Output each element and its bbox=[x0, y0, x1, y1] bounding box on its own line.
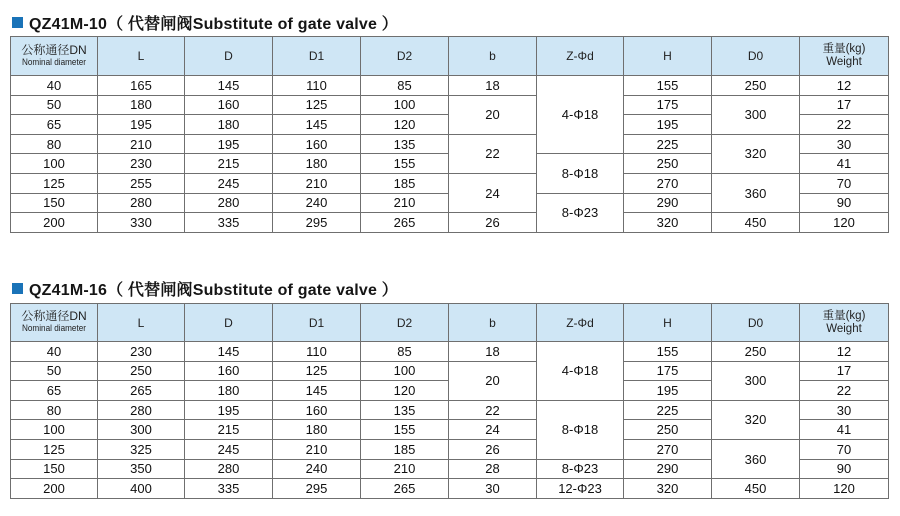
header-d0: D0 bbox=[712, 37, 800, 76]
cell-d1: 295 bbox=[273, 479, 361, 499]
header-row bbox=[11, 304, 889, 342]
cell-weight: 70 bbox=[800, 173, 889, 193]
cell-dn: 200 bbox=[11, 213, 98, 233]
cell-z: 4-Φ18 bbox=[537, 342, 624, 401]
cell-d1: 145 bbox=[273, 115, 361, 135]
cell-weight: 41 bbox=[800, 420, 889, 440]
cell-d0: 250 bbox=[712, 342, 800, 362]
cell-h: 155 bbox=[624, 76, 712, 96]
cell-dn: 200 bbox=[11, 479, 98, 499]
cell-h: 155 bbox=[624, 342, 712, 362]
cell-d1: 240 bbox=[273, 193, 361, 213]
cell-l: 255 bbox=[98, 173, 185, 193]
cell-d1: 210 bbox=[273, 173, 361, 193]
cell-h: 320 bbox=[624, 213, 712, 233]
header-z: Z-Φd bbox=[537, 304, 624, 342]
cell-d: 335 bbox=[185, 213, 273, 233]
cell-d: 195 bbox=[185, 134, 273, 154]
cell-d: 160 bbox=[185, 95, 273, 115]
cell-h: 290 bbox=[624, 459, 712, 479]
cell-b: 28 bbox=[449, 459, 537, 479]
cell-d: 160 bbox=[185, 361, 273, 381]
cell-d2: 100 bbox=[361, 95, 449, 115]
cell-h: 175 bbox=[624, 95, 712, 115]
cell-l: 165 bbox=[98, 76, 185, 96]
cell-dn: 150 bbox=[11, 459, 98, 479]
cell-d1: 240 bbox=[273, 459, 361, 479]
cell-d: 145 bbox=[185, 76, 273, 96]
cell-b: 20 bbox=[449, 361, 537, 400]
cell-d0: 450 bbox=[712, 479, 800, 499]
cell-d: 215 bbox=[185, 420, 273, 440]
cell-d2: 120 bbox=[361, 381, 449, 401]
header-weight: 重量(kg) Weight bbox=[800, 37, 889, 76]
cell-d: 215 bbox=[185, 154, 273, 174]
cell-d1: 160 bbox=[273, 134, 361, 154]
cell-d: 195 bbox=[185, 400, 273, 420]
cell-d2: 265 bbox=[361, 479, 449, 499]
cell-d1: 110 bbox=[273, 76, 361, 96]
cell-d0: 360 bbox=[712, 173, 800, 212]
spec-table bbox=[10, 303, 889, 499]
cell-weight: 12 bbox=[800, 342, 889, 362]
cell-weight: 22 bbox=[800, 115, 889, 135]
table-row bbox=[11, 400, 889, 420]
cell-d: 180 bbox=[185, 381, 273, 401]
cell-dn: 125 bbox=[11, 439, 98, 459]
header-weight: 重量(kg) Weight bbox=[800, 304, 889, 342]
cell-weight: 30 bbox=[800, 400, 889, 420]
cell-weight: 41 bbox=[800, 154, 889, 174]
cell-d2: 185 bbox=[361, 439, 449, 459]
cell-d0: 360 bbox=[712, 439, 800, 478]
section-title bbox=[12, 278, 398, 298]
cell-b: 24 bbox=[449, 420, 537, 440]
cell-b: 26 bbox=[449, 439, 537, 459]
header-l: L bbox=[98, 304, 185, 342]
cell-weight: 17 bbox=[800, 361, 889, 381]
cell-z: 8-Φ18 bbox=[537, 400, 624, 459]
header-d1: D1 bbox=[273, 304, 361, 342]
cell-d2: 210 bbox=[361, 193, 449, 213]
cell-l: 400 bbox=[98, 479, 185, 499]
cell-dn: 100 bbox=[11, 154, 98, 174]
header-d: D bbox=[185, 37, 273, 76]
spec-table bbox=[10, 36, 889, 233]
cell-d2: 135 bbox=[361, 134, 449, 154]
cell-weight: 120 bbox=[800, 213, 889, 233]
cell-b: 22 bbox=[449, 134, 537, 173]
cell-d1: 110 bbox=[273, 342, 361, 362]
cell-z: 8-Φ23 bbox=[537, 459, 624, 479]
cell-d2: 155 bbox=[361, 420, 449, 440]
cell-d2: 135 bbox=[361, 400, 449, 420]
cell-dn: 100 bbox=[11, 420, 98, 440]
cell-weight: 90 bbox=[800, 459, 889, 479]
title-marker-icon bbox=[12, 17, 23, 28]
table-row bbox=[11, 134, 889, 154]
header-l: L bbox=[98, 37, 185, 76]
cell-z: 12-Φ23 bbox=[537, 479, 624, 499]
cell-weight: 120 bbox=[800, 479, 889, 499]
section-title bbox=[12, 12, 398, 32]
title-text: QZ41M-10（ 代替闸阀Substitute of gate valve ） bbox=[29, 15, 398, 33]
cell-l: 300 bbox=[98, 420, 185, 440]
cell-d1: 160 bbox=[273, 400, 361, 420]
cell-h: 175 bbox=[624, 361, 712, 381]
cell-d: 245 bbox=[185, 173, 273, 193]
cell-d0: 320 bbox=[712, 134, 800, 173]
cell-z: 8-Φ23 bbox=[537, 193, 624, 232]
cell-h: 225 bbox=[624, 134, 712, 154]
cell-d2: 100 bbox=[361, 361, 449, 381]
header-d2: D2 bbox=[361, 37, 449, 76]
table-row bbox=[11, 342, 889, 362]
cell-dn: 125 bbox=[11, 173, 98, 193]
cell-d: 145 bbox=[185, 342, 273, 362]
table-row bbox=[11, 76, 889, 96]
cell-dn: 150 bbox=[11, 193, 98, 213]
header-h: H bbox=[624, 37, 712, 76]
cell-weight: 12 bbox=[800, 76, 889, 96]
cell-d2: 85 bbox=[361, 76, 449, 96]
cell-dn: 65 bbox=[11, 115, 98, 135]
cell-dn: 65 bbox=[11, 381, 98, 401]
cell-d: 280 bbox=[185, 459, 273, 479]
cell-h: 250 bbox=[624, 420, 712, 440]
cell-d1: 125 bbox=[273, 361, 361, 381]
cell-h: 250 bbox=[624, 154, 712, 174]
title-text: QZ41M-16（ 代替闸阀Substitute of gate valve ） bbox=[29, 281, 398, 299]
cell-d: 335 bbox=[185, 479, 273, 499]
cell-dn: 80 bbox=[11, 134, 98, 154]
cell-weight: 17 bbox=[800, 95, 889, 115]
cell-d2: 185 bbox=[361, 173, 449, 193]
cell-l: 195 bbox=[98, 115, 185, 135]
cell-l: 230 bbox=[98, 342, 185, 362]
cell-d2: 155 bbox=[361, 154, 449, 174]
cell-h: 320 bbox=[624, 479, 712, 499]
cell-d0: 300 bbox=[712, 95, 800, 134]
cell-weight: 70 bbox=[800, 439, 889, 459]
header-d1: D1 bbox=[273, 37, 361, 76]
cell-d2: 85 bbox=[361, 342, 449, 362]
table-row bbox=[11, 95, 889, 115]
cell-b: 24 bbox=[449, 173, 537, 212]
cell-d0: 250 bbox=[712, 76, 800, 96]
title-marker-icon bbox=[12, 283, 23, 294]
header-b: b bbox=[449, 304, 537, 342]
cell-b: 18 bbox=[449, 342, 537, 362]
cell-d: 180 bbox=[185, 115, 273, 135]
cell-d1: 145 bbox=[273, 381, 361, 401]
header-h: H bbox=[624, 304, 712, 342]
cell-l: 230 bbox=[98, 154, 185, 174]
cell-d1: 125 bbox=[273, 95, 361, 115]
cell-l: 350 bbox=[98, 459, 185, 479]
cell-weight: 22 bbox=[800, 381, 889, 401]
cell-d1: 180 bbox=[273, 420, 361, 440]
cell-weight: 90 bbox=[800, 193, 889, 213]
cell-dn: 50 bbox=[11, 361, 98, 381]
cell-dn: 40 bbox=[11, 342, 98, 362]
header-b: b bbox=[449, 37, 537, 76]
cell-l: 210 bbox=[98, 134, 185, 154]
cell-dn: 80 bbox=[11, 400, 98, 420]
cell-b: 20 bbox=[449, 95, 537, 134]
cell-d0: 450 bbox=[712, 213, 800, 233]
cell-h: 290 bbox=[624, 193, 712, 213]
table-row bbox=[11, 479, 889, 499]
header-dn: 公称通径DN Nominal diameter bbox=[11, 304, 98, 342]
cell-b: 30 bbox=[449, 479, 537, 499]
cell-l: 325 bbox=[98, 439, 185, 459]
cell-d: 245 bbox=[185, 439, 273, 459]
cell-d: 280 bbox=[185, 193, 273, 213]
header-d0: D0 bbox=[712, 304, 800, 342]
cell-dn: 50 bbox=[11, 95, 98, 115]
cell-b: 26 bbox=[449, 213, 537, 233]
cell-l: 280 bbox=[98, 400, 185, 420]
cell-d1: 295 bbox=[273, 213, 361, 233]
cell-l: 180 bbox=[98, 95, 185, 115]
cell-h: 195 bbox=[624, 115, 712, 135]
cell-h: 195 bbox=[624, 381, 712, 401]
cell-h: 270 bbox=[624, 439, 712, 459]
cell-l: 250 bbox=[98, 361, 185, 381]
cell-b: 22 bbox=[449, 400, 537, 420]
cell-h: 225 bbox=[624, 400, 712, 420]
header-d: D bbox=[185, 304, 273, 342]
table-row bbox=[11, 213, 889, 233]
cell-d0: 320 bbox=[712, 400, 800, 439]
cell-l: 265 bbox=[98, 381, 185, 401]
header-row bbox=[11, 37, 889, 76]
cell-dn: 40 bbox=[11, 76, 98, 96]
cell-d2: 210 bbox=[361, 459, 449, 479]
table-row bbox=[11, 173, 889, 193]
cell-l: 280 bbox=[98, 193, 185, 213]
cell-h: 270 bbox=[624, 173, 712, 193]
cell-z: 4-Φ18 bbox=[537, 76, 624, 154]
cell-d1: 180 bbox=[273, 154, 361, 174]
header-z: Z-Φd bbox=[537, 37, 624, 76]
table-row bbox=[11, 439, 889, 459]
cell-d2: 265 bbox=[361, 213, 449, 233]
cell-b: 18 bbox=[449, 76, 537, 96]
cell-d0: 300 bbox=[712, 361, 800, 400]
header-dn: 公称通径DN Nominal diameter bbox=[11, 37, 98, 76]
cell-z: 8-Φ18 bbox=[537, 154, 624, 193]
cell-l: 330 bbox=[98, 213, 185, 233]
cell-d1: 210 bbox=[273, 439, 361, 459]
cell-d2: 120 bbox=[361, 115, 449, 135]
header-d2: D2 bbox=[361, 304, 449, 342]
cell-weight: 30 bbox=[800, 134, 889, 154]
table-row bbox=[11, 361, 889, 381]
